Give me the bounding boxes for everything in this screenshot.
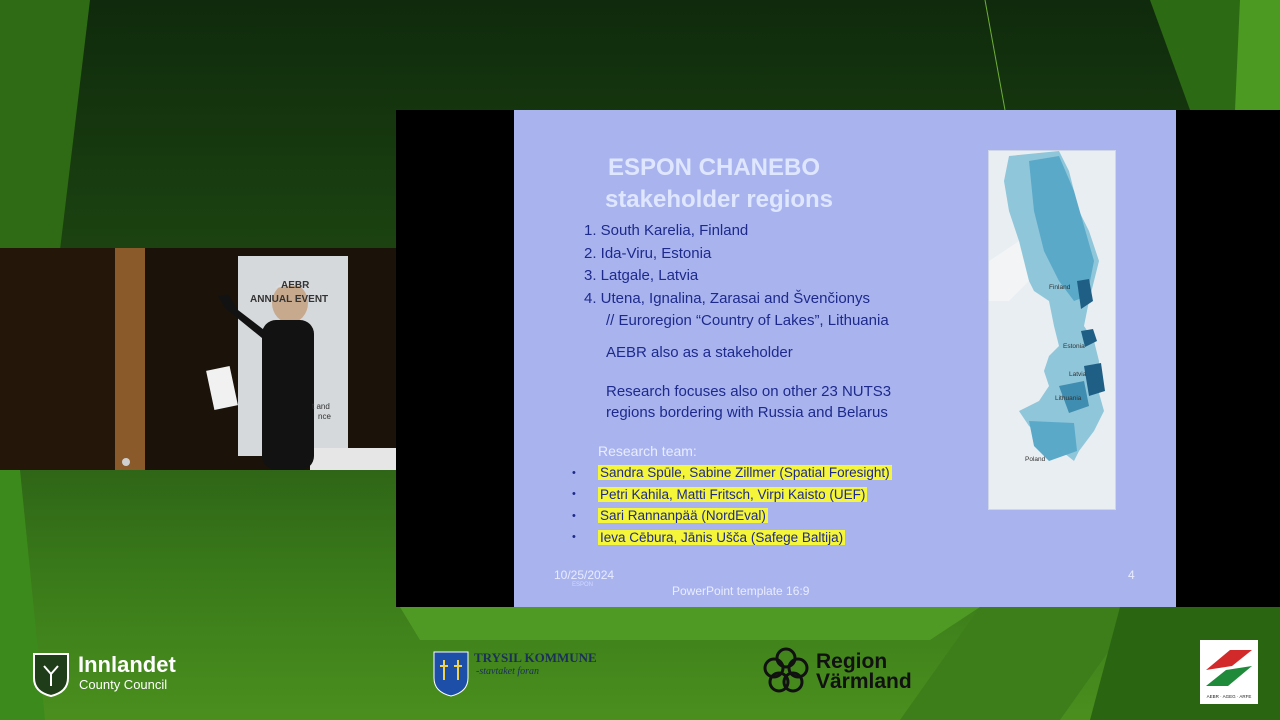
list-item [572, 527, 892, 549]
speaker-camera [0, 248, 396, 470]
list-item: 1. South Karelia, Finland [584, 222, 749, 239]
slide [514, 110, 1176, 607]
region-line2: Värmland [816, 670, 912, 693]
aebr-logo [1200, 640, 1258, 704]
team-list [572, 462, 892, 548]
banner-text-1: AEBR [281, 280, 310, 291]
slide-date-caption: ESPON [572, 582, 594, 588]
slide-footer: PowerPoint template 16:9 [672, 584, 810, 598]
bullet: • [572, 466, 576, 479]
list-item [572, 505, 892, 527]
euroregion-text: // Euroregion “Country of Lakes”, Lithuania [606, 312, 889, 329]
list-item: 4. Utena, Ignalina, Zarasai and Švenčionys [584, 289, 871, 307]
team-member: Ieva Cēbura, Jānis Ušča (Safege Baltija) [600, 529, 844, 545]
bullet: • [572, 488, 576, 501]
list-item: 3. Latgale, Latvia [584, 267, 699, 285]
aebr-note: AEBR also as a stakeholder [606, 344, 793, 361]
list-item [572, 462, 892, 484]
bullet: • [572, 531, 576, 544]
list-item [572, 484, 892, 506]
team-member: Sandra Spūle, Sabine Zillmer (Spatial Foresight) [600, 465, 890, 481]
list-item: 2. Ida-Viru, Estonia [584, 244, 712, 262]
aebr-caption: AEBR · AGEG · ARFE [1206, 694, 1252, 699]
presentation-window [396, 110, 1280, 607]
region-line1: Region [816, 650, 888, 673]
research-focus-line1: Research focuses also on other 23 NUTS3 [606, 383, 892, 400]
map-graphic [989, 151, 1115, 509]
innlandet-subtitle: County Council [79, 677, 168, 692]
speaker-scene [0, 248, 396, 470]
team-member: Petri Kahila, Matti Fritsch, Virpi Kaisto (UEF) [600, 486, 866, 502]
slide-title: ESPON CHANEBO [607, 154, 821, 181]
aebr-arrows-icon [1200, 640, 1258, 694]
trysil-shield-icon [432, 650, 470, 698]
team-member: Sari Rannanpää (NordEval) [600, 508, 766, 524]
slide-date: 10/25/2024 [554, 568, 615, 582]
innlandet-name: Innlandet [78, 652, 176, 677]
banner-text-2: ANNUAL EVENT [250, 294, 329, 305]
map-label-lithuania: Lithuania [1055, 395, 1082, 402]
border-regions-map [988, 150, 1116, 510]
slide-subtitle: stakeholder regions [604, 186, 834, 213]
slide-number: 4 [1128, 568, 1135, 582]
map-label-finland: Finland [1049, 284, 1071, 291]
region-list [584, 220, 870, 310]
banner-text-4: nce [318, 412, 331, 421]
banner-text-3: t and [312, 402, 330, 411]
map-label-latvia: Latvia [1069, 371, 1087, 378]
trysil-subtitle: -stavtaket foran [476, 666, 540, 677]
trysil-name: TRYSIL KOMMUNE [474, 650, 597, 665]
innlandet-shield-icon [32, 652, 70, 698]
team-label: Research team: [598, 443, 697, 459]
map-label-estonia: Estonia [1063, 343, 1085, 350]
research-focus-line2: regions bordering with Russia and Belarus [606, 404, 888, 421]
bullet: • [572, 509, 576, 522]
map-label-poland: Poland [1025, 456, 1046, 463]
sponsor-bar [0, 636, 1280, 720]
region-varmland-flower-icon [762, 646, 810, 694]
